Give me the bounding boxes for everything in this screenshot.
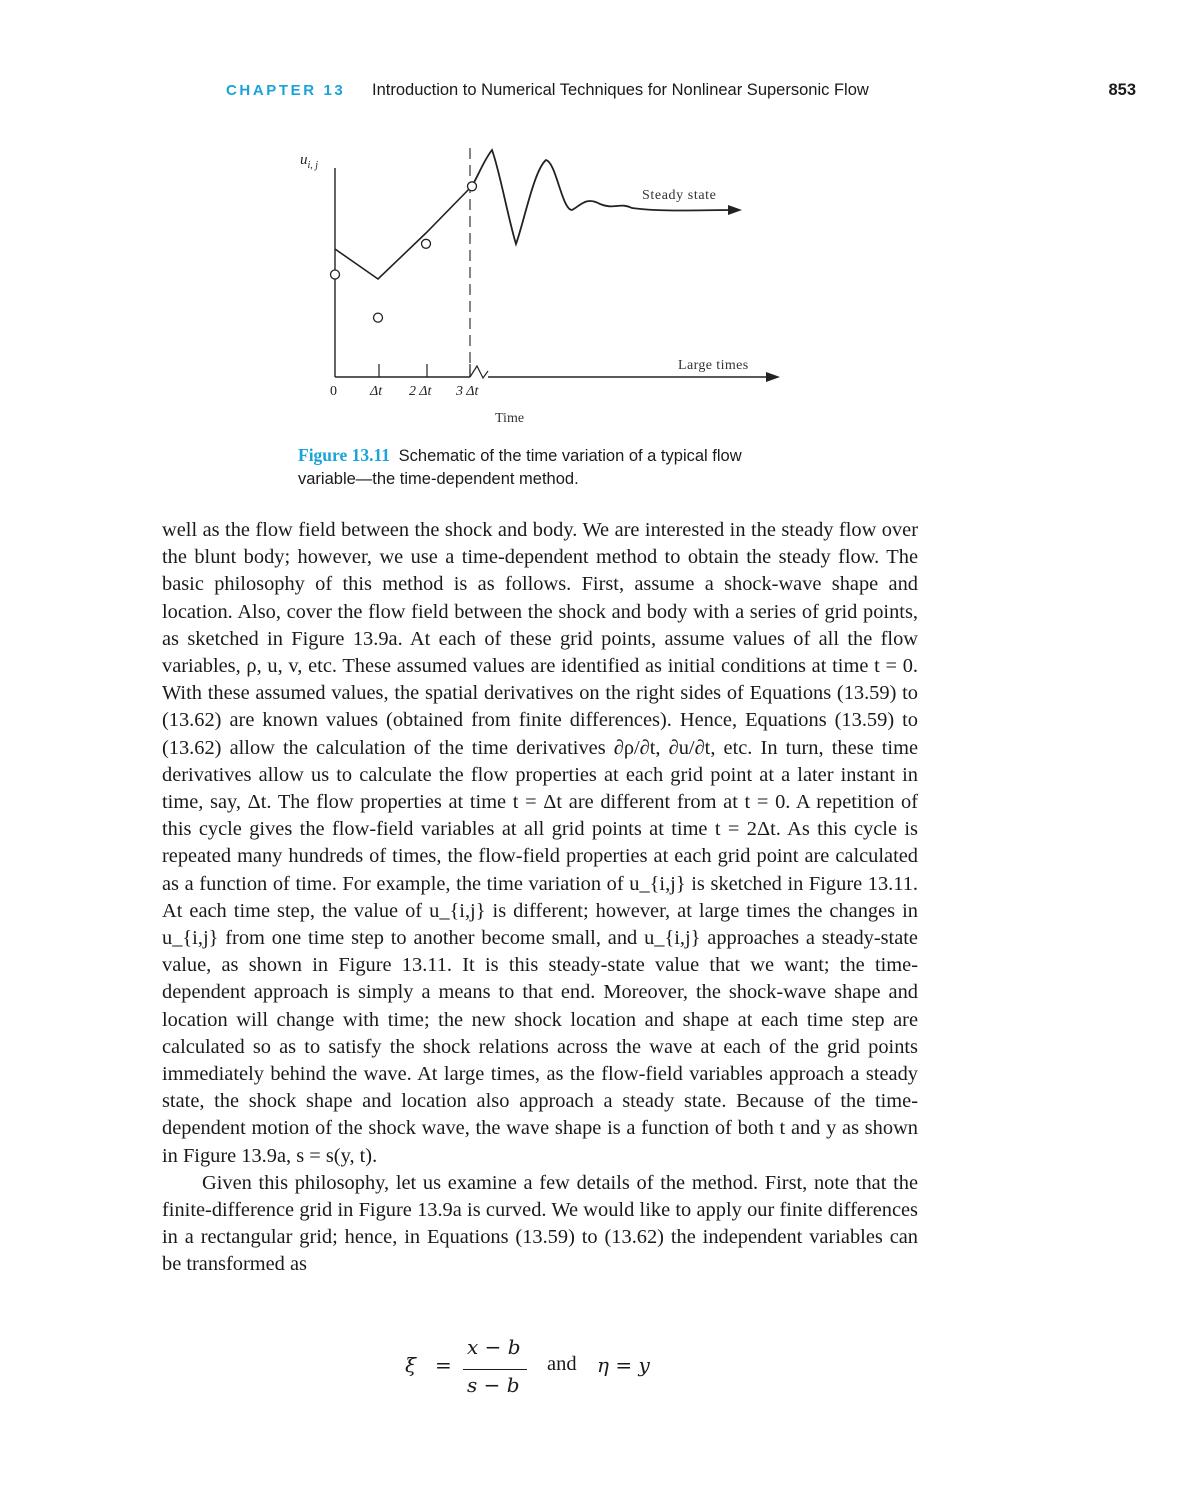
eq-numerator: x − b — [467, 1335, 521, 1359]
tick-label-2: 2 Δt — [409, 384, 432, 399]
figure-label: Figure 13.11 — [298, 445, 391, 465]
figure-caption — [298, 444, 778, 491]
y-axis-label: $u_{i, j}$ — [300, 152, 319, 171]
fraction-bar — [463, 1369, 527, 1370]
tick-label-1: Δt — [370, 384, 383, 399]
x-axis-label: Time — [495, 411, 525, 426]
axis-break — [470, 366, 488, 378]
tick-label-3: 3 Δt — [456, 384, 479, 399]
eq-denominator: s − b — [467, 1373, 520, 1397]
figure-13-11-chart — [280, 140, 800, 440]
eq-equals: = — [435, 1353, 452, 1377]
eq-lhs: ξ — [405, 1353, 417, 1377]
eq-rhs: η = y — [597, 1353, 650, 1377]
data-point — [422, 239, 431, 248]
page-number: 853 — [1108, 81, 1136, 99]
x-axis-arrowhead — [766, 372, 780, 382]
eq-conjunction: and — [547, 1353, 577, 1375]
large-times-label: Large times — [678, 358, 749, 373]
caption-text: Schematic of the time variation of a typical flow variable—the time-dependent method. — [298, 447, 742, 488]
chapter-title: Introduction to Numerical Techniques for Nonlinear Supersonic Flow — [372, 81, 869, 99]
steady-arrowhead — [728, 205, 742, 215]
paragraph: Given this philosophy, let us examine a few details of the method. First, note that the finite-difference grid in Figure 13.9a is curved. We would like to apply our finite differences in a rectangular grid; hence, in Equations (13.59) to (13.62) the independent variables can be transformed as — [162, 1171, 918, 1276]
data-point — [374, 313, 383, 322]
data-point — [331, 270, 340, 279]
paragraph: well as the flow field between the shock and body. We are interested in the steady flow over the blunt body; however, we use a time-dependent method to obtain the steady flow. The basic philosophy of this method is as follows. First, assume a shock-wave shape and location. Also, cover the flow field between the shock and body with a series of grid points, as sketched in Figure 13.9a. At each of these grid points, assume values of all the flow variables, ρ, u, v, etc. These assumed values are identified as initial conditions at time t = 0. With these assumed values, the spatial derivatives on the right sides of Equations (13.59) to (13.62) are known values (obtained from finite differences). Hence, Equations (13.59) to (13.62) allow the calculation of the time derivatives ∂ρ/∂t, ∂u/∂t, etc. In turn, these time derivatives allow us to calculate the flow properties at each grid point at a later instant in time, say, Δt. The flow properties at time t = Δt are different from at t = 0. A repetition of this cycle gives the flow-field variables at all grid points at time t = 2Δt. As this cycle is repeated many hundreds of times, the flow-field properties at each grid point are calculated as a function of time. For example, the time variation of u_{i,j} is sketched in Figure 13.11. At each time step, the value of u_{i,j} is different; however, at large times the changes in u_{i,j} from one time step to another become small, and u_{i,j} approaches a steady-state value, as shown in Figure 13.11. It is this steady-state value that we want; the time-dependent approach is simply a means to that end. Moreover, the shock-wave shape and location will change with time; the new shock location and shape at each time step are calculated so as to satisfy the shock relations across the wave at each of the grid points immediately behind the wave. At large times, as the flow-field variables approach a steady state, the shock shape and location also approach a steady state. Because of the time-dependent motion of the shock wave, the wave shape is a function of both t and y as shown in Figure 13.9a, s = s(y, t). — [162, 519, 918, 1167]
body-text — [162, 517, 918, 1279]
data-line — [335, 186, 472, 279]
steady-state-label: Steady state — [642, 188, 717, 203]
running-header — [226, 80, 1136, 108]
data-point — [468, 182, 477, 191]
tick-label-0: 0 — [330, 384, 337, 399]
chapter-label: CHAPTER 13 — [226, 82, 346, 99]
